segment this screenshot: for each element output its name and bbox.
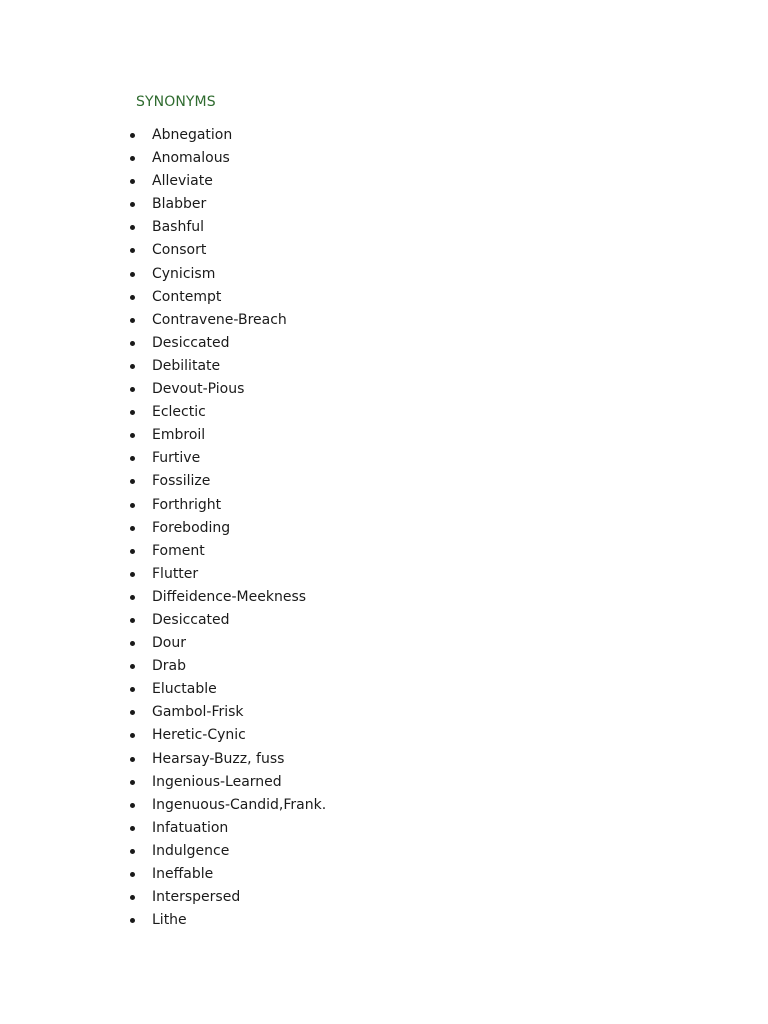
list-item-text: Eclectic: [152, 404, 206, 421]
bullet-icon: [130, 456, 135, 461]
list-item-text: Blabber: [152, 196, 207, 213]
bullet-icon: [130, 341, 135, 346]
list-item: [0, 563, 326, 586]
list-item-text: Anomalous: [152, 150, 230, 167]
bullet-icon: [130, 710, 135, 715]
bullet-icon: [130, 687, 135, 692]
list-item: [0, 863, 326, 886]
list-item-text: Consort: [152, 242, 207, 259]
bullet-icon: [130, 179, 135, 184]
list-item: [0, 193, 326, 216]
list-item: [0, 517, 326, 540]
list-item: [0, 401, 326, 424]
bullet-icon: [130, 410, 135, 415]
bullet-icon: [130, 595, 135, 600]
bullet-icon: [130, 895, 135, 900]
bullet-icon: [130, 479, 135, 484]
list-item-text: Interspersed: [152, 889, 241, 906]
list-item: [0, 701, 326, 724]
list-item-text: Desiccated: [152, 334, 230, 351]
list-item: [0, 286, 326, 309]
list-item-text: Forthright: [152, 496, 222, 513]
list-item-text: Alleviate: [152, 173, 213, 190]
bullet-icon: [130, 780, 135, 785]
bullet-icon: [130, 803, 135, 808]
list-item-text: Lithe: [152, 912, 187, 929]
list-item: [0, 447, 326, 470]
bullet-icon: [130, 364, 135, 369]
list-item-text: Hearsay-Buzz, fuss: [152, 750, 285, 767]
list-item: [0, 632, 326, 655]
list-item-text: Ingenious-Learned: [152, 773, 282, 790]
list-item: [0, 748, 326, 771]
bullet-icon: [130, 849, 135, 854]
bullet-icon: [130, 202, 135, 207]
list-item-text: Ineffable: [152, 866, 214, 882]
list-item: [0, 586, 326, 609]
list-item: [0, 909, 326, 932]
list-item: [0, 886, 326, 909]
list-item-text: Contempt: [152, 288, 222, 305]
list-item: [0, 771, 326, 794]
list-item-text: Drab: [152, 658, 187, 675]
list-item: [0, 817, 326, 840]
list-item-text: Bashful: [152, 219, 205, 236]
section-heading: SYNONYMS: [136, 94, 216, 110]
list-item-text: Heretic-Cynic: [152, 727, 246, 744]
bullet-icon: [130, 318, 135, 323]
list-item-text: Infatuation: [152, 819, 229, 836]
bullet-icon: [130, 618, 135, 623]
bullet-icon: [130, 826, 135, 831]
list-item-text: Gambol-Frisk: [152, 704, 244, 721]
bullet-icon: [130, 572, 135, 577]
list-item-text: Fossilize: [152, 473, 211, 490]
bullet-icon: [130, 225, 135, 230]
list-item: [0, 378, 326, 401]
bullet-icon: [130, 641, 135, 646]
list-item-text: Abnegation: [152, 127, 233, 143]
list-item-text: Indulgence: [152, 842, 230, 859]
list-item: [0, 309, 326, 332]
bullet-icon: [130, 733, 135, 738]
bullet-icon: [130, 503, 135, 508]
bullet-icon: [130, 526, 135, 531]
list-item: [0, 239, 326, 262]
list-item: [0, 678, 326, 701]
list-item: [0, 147, 326, 170]
list-item-text: Eluctable: [152, 681, 217, 698]
list-item-text: Desiccated: [152, 611, 230, 628]
list-item-text: Embroil: [152, 427, 206, 444]
list-item-text: Debilitate: [152, 357, 221, 374]
bullet-icon: [130, 387, 135, 392]
list-item: [0, 470, 326, 493]
list-item: [0, 840, 326, 863]
list-item: [0, 655, 326, 678]
bullet-icon: [130, 433, 135, 438]
bullet-icon: [130, 156, 135, 161]
list-item: [0, 609, 326, 632]
bullet-icon: [130, 757, 135, 762]
bullet-icon: [130, 549, 135, 554]
bullet-icon: [130, 664, 135, 669]
list-item: [0, 794, 326, 817]
list-item-text: Diffeidence-Meekness: [152, 588, 307, 605]
list-item-text: Ingenuous-Candid,Frank.: [152, 796, 327, 813]
synonym-list: [0, 124, 326, 932]
bullet-icon: [130, 295, 135, 300]
list-item-text: Flutter: [152, 565, 199, 582]
list-item-text: Devout-Pious: [152, 381, 245, 398]
list-item: [0, 540, 326, 563]
list-item-text: Dour: [152, 635, 186, 652]
list-item: [0, 332, 326, 355]
bullet-icon: [130, 272, 135, 277]
bullet-icon: [130, 918, 135, 923]
list-item-text: Foment: [152, 542, 205, 559]
list-item: [0, 494, 326, 517]
bullet-icon: [130, 248, 135, 253]
bullet-icon: [130, 872, 135, 877]
list-item: [0, 355, 326, 378]
bullet-icon: [130, 133, 135, 138]
list-item-text: Furtive: [152, 450, 201, 467]
list-item: [0, 216, 326, 239]
list-item: [0, 263, 326, 286]
list-item-text: Cynicism: [152, 265, 216, 282]
list-item-text: Contravene-Breach: [152, 311, 287, 328]
list-item: [0, 124, 326, 147]
list-item: [0, 724, 326, 747]
list-item: [0, 170, 326, 193]
list-item-text: Foreboding: [152, 519, 231, 536]
list-item: [0, 424, 326, 447]
